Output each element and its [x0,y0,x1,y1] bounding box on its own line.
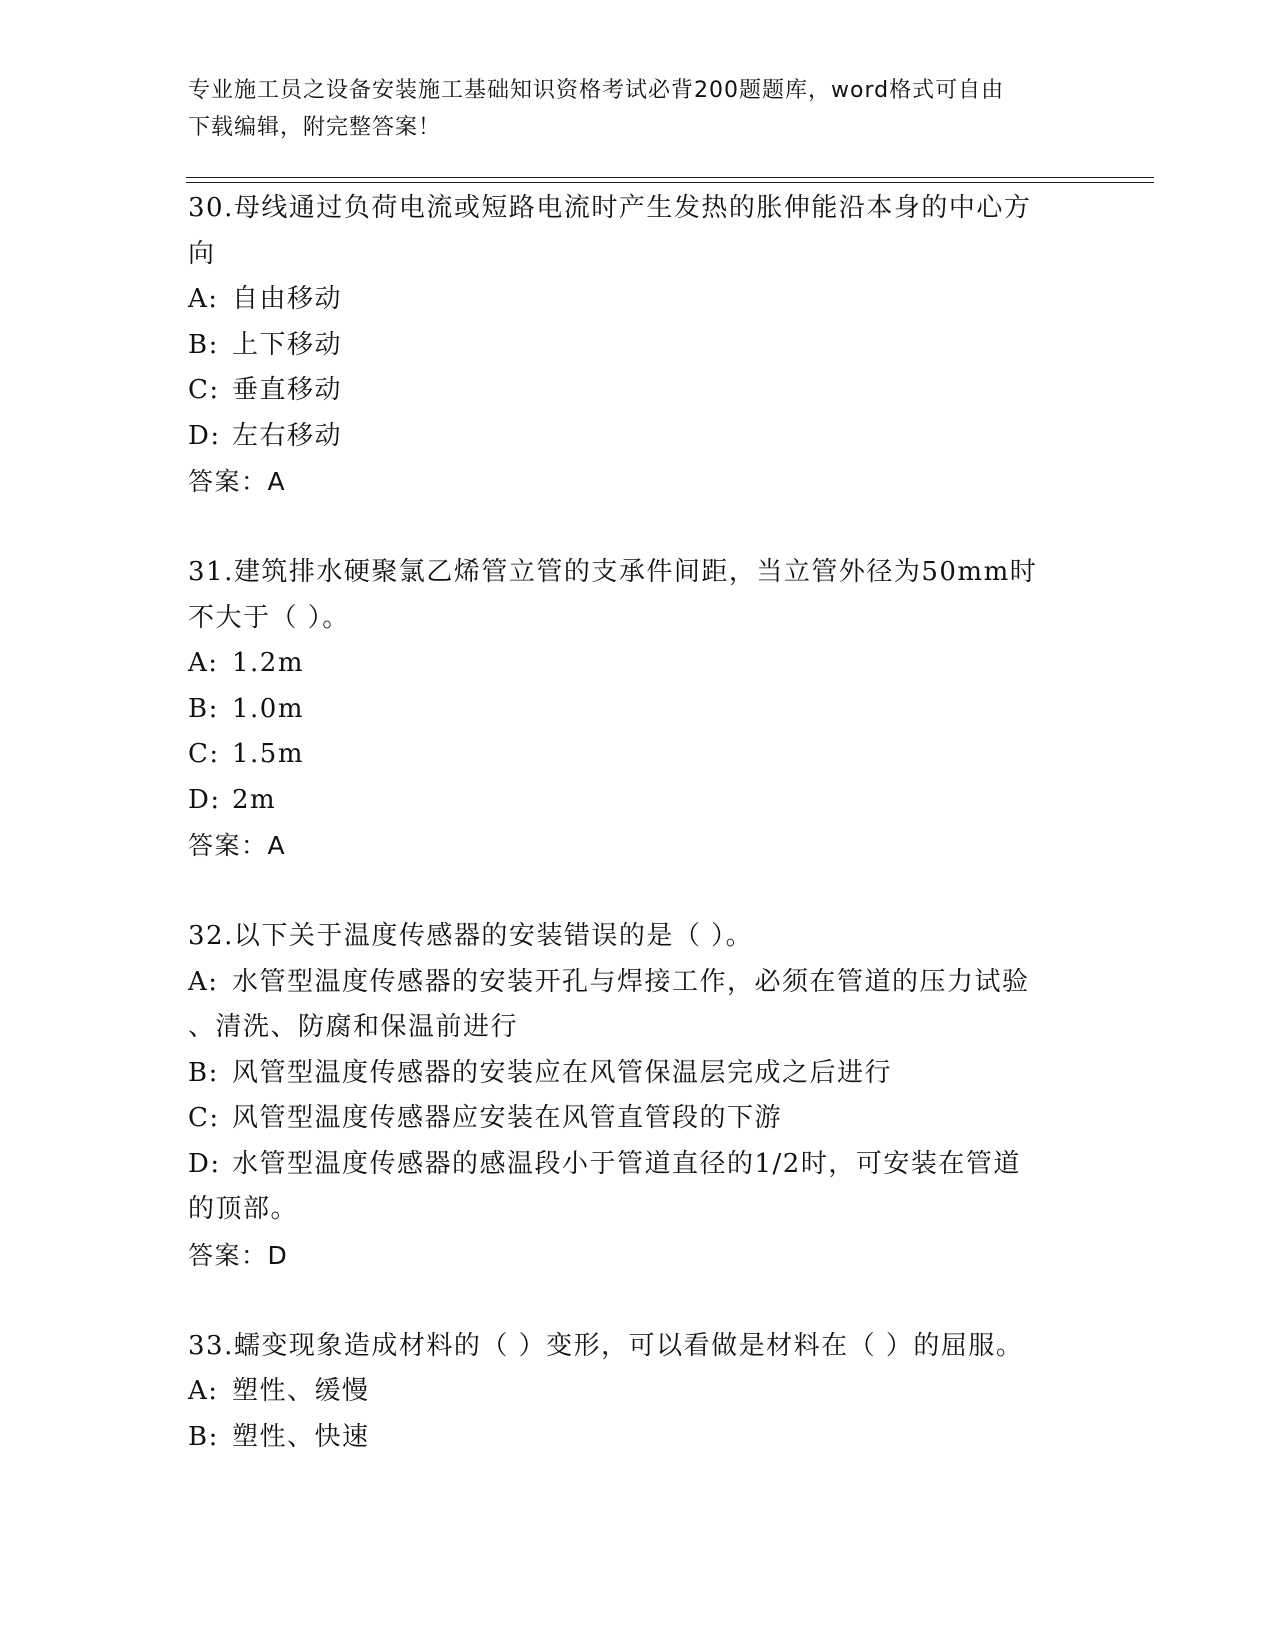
option-text: 水管型温度传感器的感温段小于管道直径的1/2时，可安装在管道 [232,1148,1021,1179]
answer-line: 答案：A [188,467,287,496]
question-33 [188,1324,1078,1461]
question-stem: 32.以下关于温度传感器的安装错误的是（ ）。 [188,921,754,951]
option-key: D: [188,784,221,815]
question-30 [188,186,1078,505]
option-key: D: [188,420,221,451]
question-stem-cont: 向 [188,238,216,269]
option-text: 1.2m [232,648,305,678]
option-c [188,368,1078,414]
option-b [188,1051,1078,1097]
option-text: 垂直移动 [232,375,343,405]
option-b [188,687,1078,733]
option-a [188,641,1078,687]
option-text: 水管型温度传感器的安装开孔与焊接工作，必须在管道的压力试验 [232,966,1030,997]
option-key: D: [188,1148,221,1179]
option-d-cont: 的顶部。 [188,1194,299,1224]
option-key: A: [188,284,219,314]
answer-line: 答案：D [188,1240,289,1270]
option-c [188,732,1078,778]
option-a [188,277,1078,323]
option-text: 风管型温度传感器的安装应在风管保温层完成之后进行 [232,1057,893,1088]
question-32 [188,914,1078,1278]
question-spacer [188,869,1078,915]
option-key: B: [188,1057,219,1088]
option-key: C: [188,375,220,405]
option-d [188,1142,1078,1188]
option-text: 上下移动 [232,329,343,360]
question-spacer [188,1278,1078,1324]
option-key: B: [188,329,219,360]
option-text: 2m [232,784,277,815]
header-line-2: 下载编辑，附完整答案！ [188,115,442,140]
question-spacer [188,505,1078,551]
option-text: 风管型温度传感器应安装在风管直管段的下游 [232,1103,783,1133]
header-line-1: 专业施工员之设备安装施工基础知识资格考试必背200题题库，word格式可自由 [188,78,1005,103]
question-31 [188,550,1078,869]
option-b [188,1415,1078,1461]
question-stem-cont: 不大于（ ）。 [188,602,350,633]
option-key: C: [188,1103,220,1133]
option-text: 1.0m [232,693,305,724]
question-stem: 31.建筑排水硬聚氯乙烯管立管的支承件间距，当立管外径为50mm时 [188,557,1038,587]
header-divider-bottom [186,182,1154,183]
option-text: 1.5m [232,739,305,769]
option-key: B: [188,693,219,724]
option-text: 塑性、快速 [232,1421,370,1452]
option-key: C: [188,739,220,769]
option-text: 左右移动 [232,420,343,451]
question-stem: 30.母线通过负荷电流或短路电流时产生发热的胀伸能沿本身的中心方 [188,193,1032,223]
option-d [188,414,1078,460]
option-key: A: [188,648,219,678]
question-list [188,186,1078,1460]
header-divider-top [186,177,1154,178]
answer-line: 答案：A [188,831,287,860]
document-header [188,72,1088,146]
option-a-cont: 、清洗、防腐和保温前进行 [188,1012,519,1042]
option-key: B: [188,1421,219,1452]
option-a [188,1369,1078,1415]
option-text: 自由移动 [232,284,343,314]
option-c [188,1096,1078,1142]
option-d [188,778,1078,824]
option-key: A: [188,1376,219,1406]
option-a [188,960,1078,1006]
question-stem: 33.蠕变现象造成材料的（ ）变形，可以看做是材料在（ ）的屈服。 [188,1330,1024,1361]
option-text: 塑性、缓慢 [232,1376,370,1406]
option-b [188,323,1078,369]
option-key: A: [188,966,219,997]
